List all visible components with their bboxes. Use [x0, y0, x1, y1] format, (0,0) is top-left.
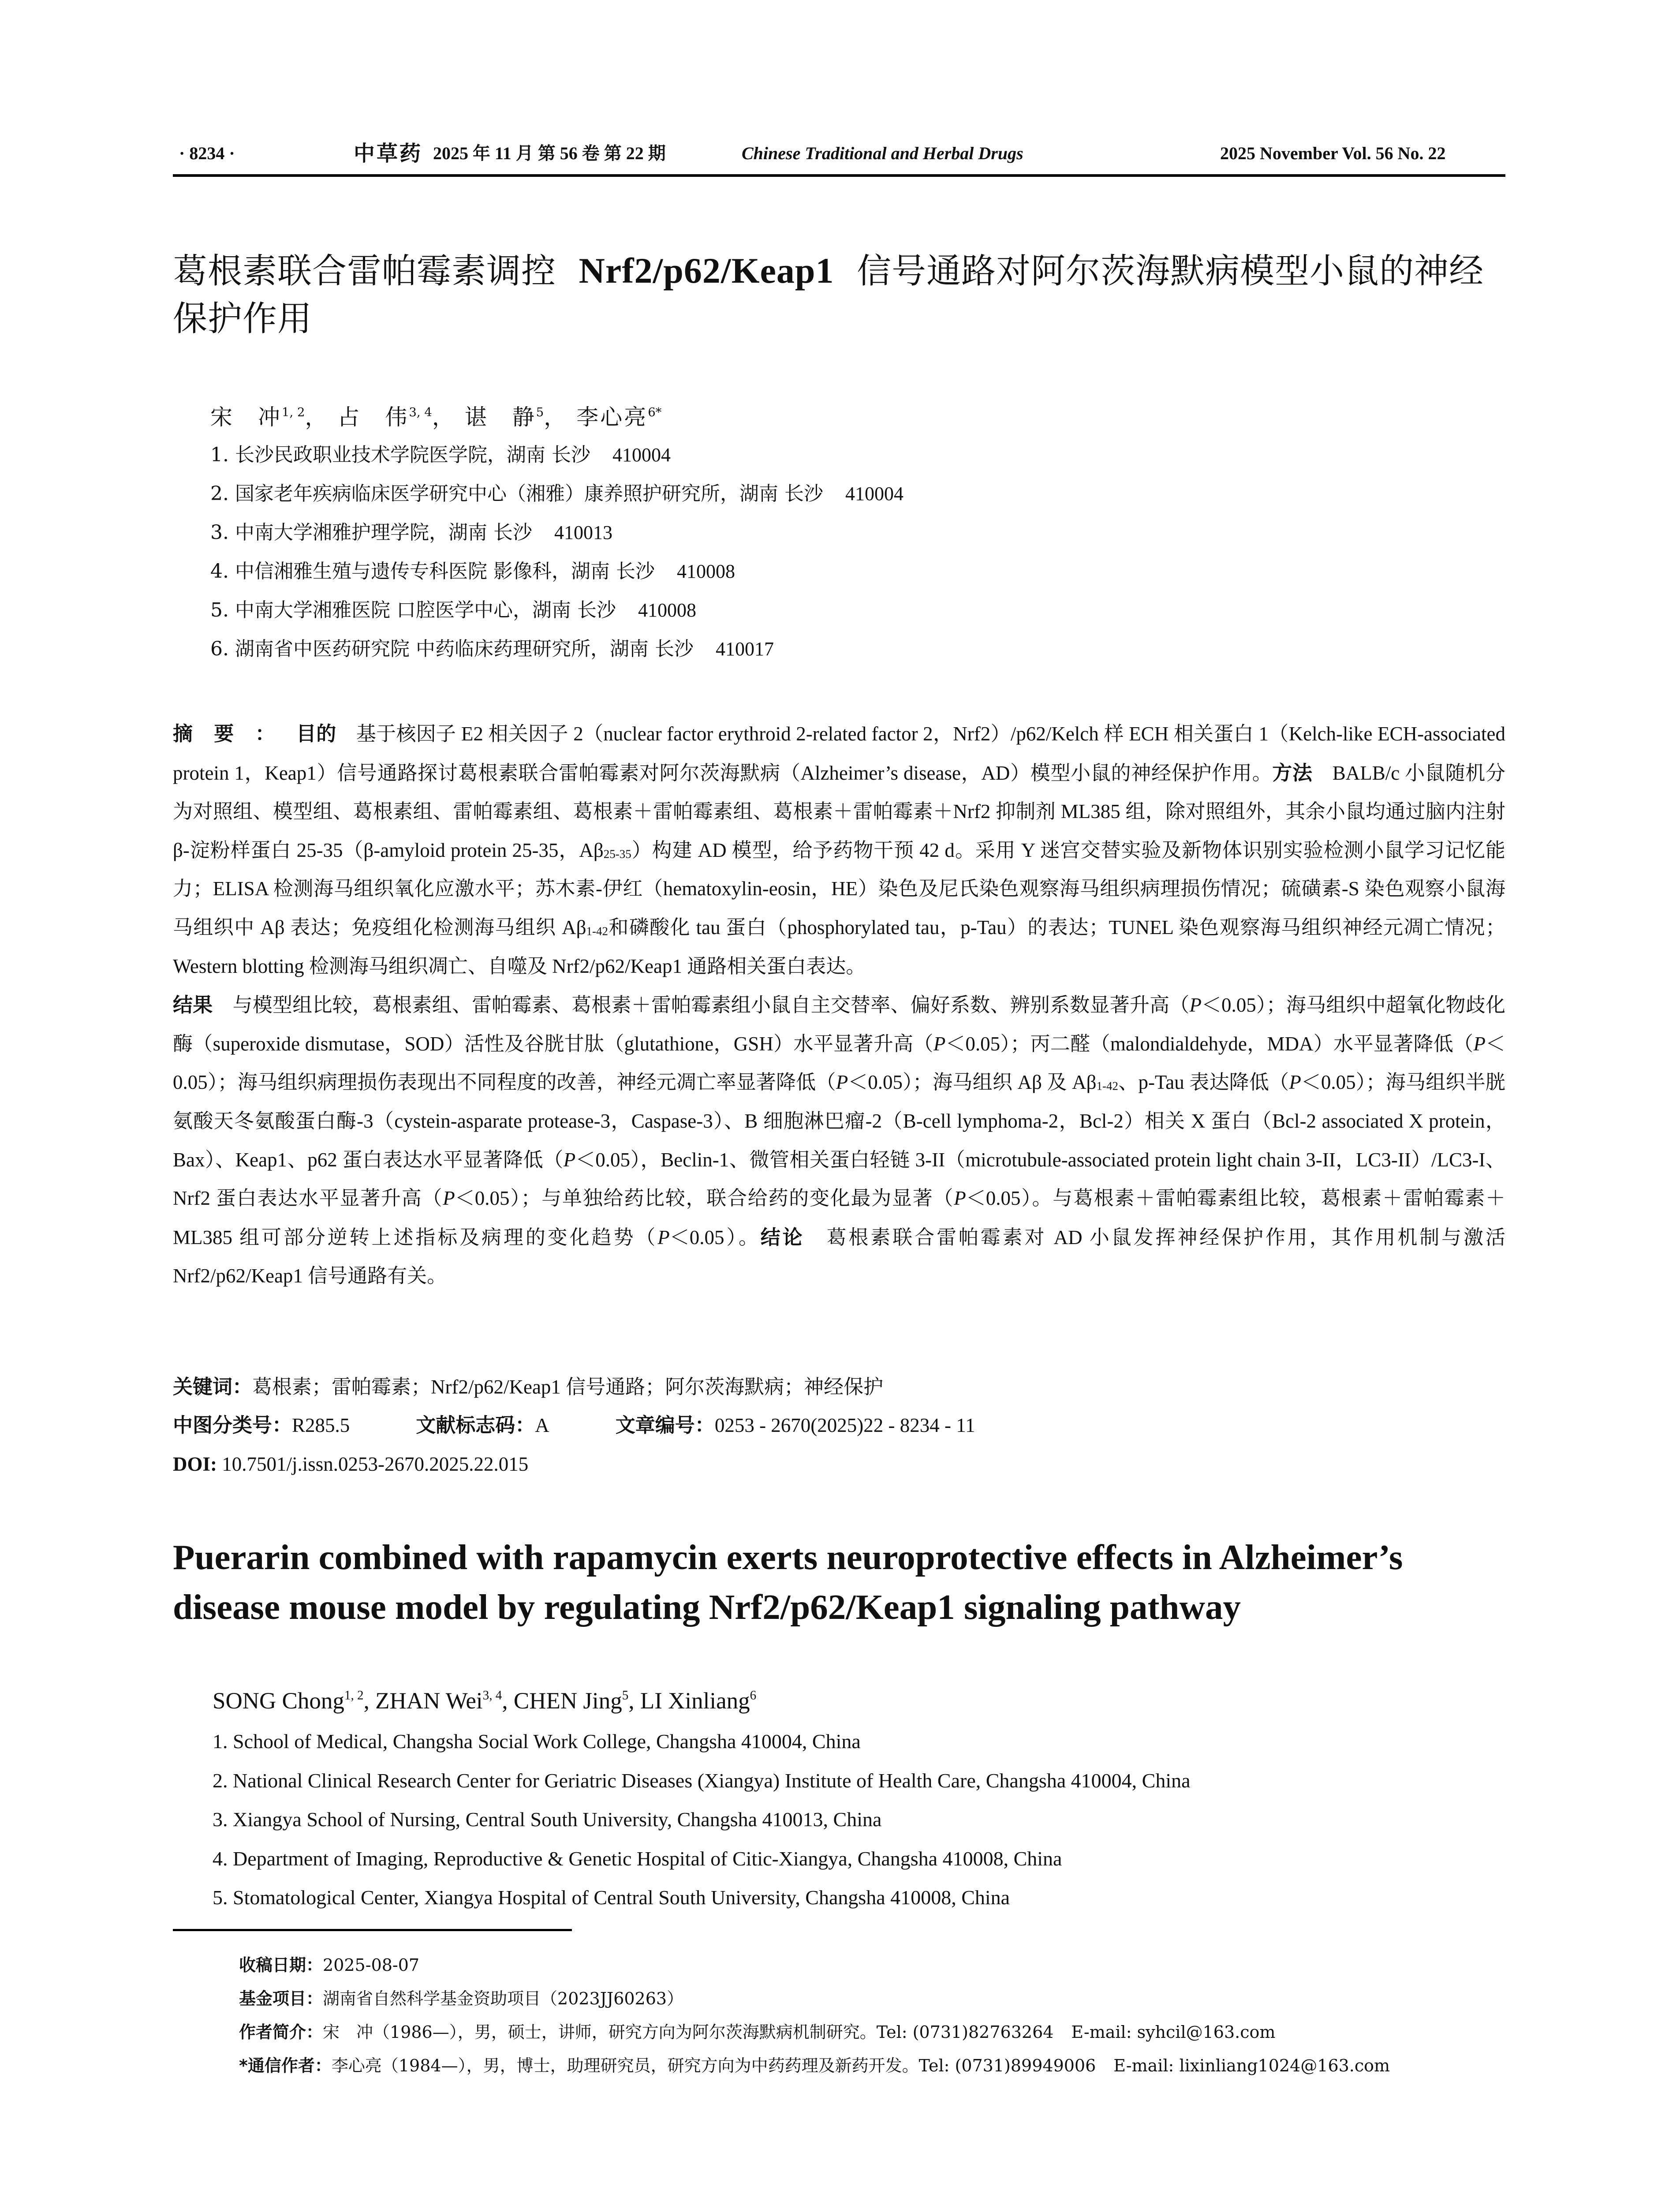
results-text-8: Beclin-1、微管相关蛋白轻链 3-II（microtubule-associated protein light chain 3-II，LC3-II）/LC3-I、Nrf2 蛋白表达水平显著升高（: [173, 1148, 1505, 1210]
received-date: 收稿日期：2025-08-07: [239, 1955, 420, 1975]
footnote-rule: [173, 1929, 572, 1931]
methods-subscript-2: 1-42: [586, 924, 608, 938]
methods-text-1: BALB/c 小鼠随机分为对照组、模型组、葛根素组、雷帕霉素组、葛根素＋雷帕霉素组、葛根素＋雷帕霉素＋Nrf2 抑制剂 ML385 组，除对照组外，其余小鼠均通过脑内注射 β-淀粉样蛋白 25-35（β-amyloid protein 25-35，Aβ: [173, 762, 1505, 861]
journal-name-en: Chinese Traditional and Herbal Drugs: [742, 143, 1023, 163]
author-en: SONG Chong$^{1, 2}$,: [213, 1688, 376, 1714]
title-cn-part2: Nrf2/p62/Keap1: [579, 250, 834, 291]
methods-text-3: 和磷酸化 tau 蛋白（phosphorylated tau，p-Tau）的表达；TUNEL 染色观察海马组织神经元凋亡情况；Western blotting 检测海马组织凋亡、自噬及 Nrf2/p62/Keap1 通路相关蛋白表达。: [173, 916, 1505, 977]
results-text-6: 、p-Tau 表达降低（: [1118, 1071, 1289, 1094]
issue-info-en: 2025 November Vol. 56 No. 22: [1220, 143, 1446, 163]
results-text-10: 与葛根素＋雷帕霉素组比较，葛根素＋雷帕霉素＋ML385 组可部分逆转上述指标及病理的变化趋势（: [173, 1187, 1505, 1248]
corresponding-author: *通信作者：李心亮（1984—），男，博士，助理研究员，研究方向为中药药理及新药开发。Tel: (0731)89949006 E-mail: lixinliang1024@163.com: [239, 2056, 1390, 2075]
author-cn: 谌 静$^5$: [464, 404, 544, 430]
keywords-cn: [173, 1374, 883, 1400]
author-en: CHEN Jing$^5$,: [513, 1688, 640, 1714]
abstract-label: 摘要：: [173, 722, 296, 745]
document-code: 文献标志码：A: [416, 1413, 549, 1437]
affiliation-cn: 6. 湖南省中医药研究院 中药临床药理研究所，湖南 长沙 410017: [210, 638, 774, 660]
affiliation-cn: 1. 长沙民政职业技术学院医学院，湖南 长沙 410004: [210, 444, 671, 466]
header-rule: [173, 174, 1505, 177]
objective-text: 基于核因子 E2 相关因子 2（nuclear factor erythroid 2-related factor 2，Nrf2）/p62/Kelch 样 ECH 相关蛋白 1（Kelch-like ECH-associated protein 1，Keap1）信号通路探讨葛根素联合雷帕霉素对阿尔茨海默病（Alzheimer’s disease，AD）模型小鼠的神经保护作用。: [173, 723, 1505, 784]
running-header: [173, 140, 1505, 167]
results-text-9: 与单独给药比较，联合给药的变化最为显著（: [541, 1187, 954, 1210]
affiliation-list-cn: [210, 436, 903, 669]
results-text-4: 海马组织病理损伤表现出不同程度的改善，神经元凋亡率显著降低（: [237, 1071, 836, 1094]
author-email[interactable]: E-mail: syhcil@163.com: [1071, 2022, 1276, 2042]
author-cn: 李心亮$^{6*}$: [576, 404, 662, 430]
results-text-3: 丙二醛（malondialdehyde，MDA）水平显著降低（: [1030, 1032, 1474, 1055]
doi-link[interactable]: 10.7501/j.issn.0253-2670.2025.22.015: [222, 1453, 529, 1475]
methods-text-2: ）构建 AD 模型，给予药物干预 42 d。采用 Y 迷宫交替实验及新物体识别实验检测小鼠学习记忆能力；ELISA 检测海马组织氧化应激水平；苏木素-伊红（hematoxylin-eosin，HE）染色及尼氏染色观察海马组织病理损伤情况；硫磺素-S 染色观察小鼠海马组织中 Aβ 表达；免疫组化检测海马组织 Aβ: [173, 839, 1505, 938]
author-list-cn: 宋 冲$^{1, 2}$， 占 伟$^{3, 4}$， 谌 静$^5$， 李心亮$^{6*}$: [210, 404, 662, 430]
results-subscript: 1-42: [1096, 1080, 1118, 1093]
affiliation-en: 4. Department of Imaging, Reproductive & Genetic Hospital of Citic-Xiangya, Changsha 410008, China: [213, 1847, 1062, 1870]
article-title-cn: [173, 247, 1505, 343]
objective-label: 目的: [296, 722, 336, 745]
conclusion-text: 葛根素联合雷帕霉素对 AD 小鼠发挥神经保护作用，其作用机制与激活 Nrf2/p62/Keap1 信号通路有关。: [173, 1226, 1505, 1287]
affiliation-en: 2. National Clinical Research Center for Geriatric Diseases (Xiangya) Institute of Health Care, Changsha 410004, China: [213, 1769, 1191, 1792]
results-text-7: 海马组织半胱氨酸天冬氨酸蛋白酶-3（cystein-asparate protease-3，Caspase-3）、B 细胞淋巴瘤-2（B-cell lymphoma-2，Bcl-2）相关 X 蛋白（Bcl-2 associated X protein，Bax）、Keap1、p62 蛋白表达水平显著降低（: [173, 1071, 1505, 1171]
fund-project: 基金项目：湖南省自然科学基金资助项目（2023JJ60263）: [239, 1989, 684, 2008]
affiliation-en: 1. School of Medical, Changsha Social Work College, Changsha 410004, China: [213, 1730, 861, 1753]
issue-info-cn: 2025 年 11 月 第 56 卷 第 22 期: [433, 143, 666, 163]
affiliation-cn: 5. 中南大学湘雅医院 口腔医学中心，湖南 长沙 410008: [210, 599, 696, 621]
page-number: · 8234 ·: [179, 143, 235, 163]
author-bio: 作者简介：宋 冲（1986—），男，硕士，讲师，研究方向为阿尔茨海默病机制研究。Tel: (0731)82763264 E-mail: syhcil@163.com: [239, 2022, 1276, 2042]
author-cn: 宋 冲$^{1, 2}$: [210, 404, 305, 430]
results-label: 结果: [173, 993, 213, 1017]
doi-label: DOI:: [173, 1453, 217, 1475]
conclusion-label: 结论: [760, 1225, 805, 1249]
affiliation-en: 5. Stomatological Center, Xiangya Hospital of Central South University, Changsha 410008, China: [213, 1886, 1010, 1909]
corresponding-email[interactable]: E-mail: lixinliang1024@163.com: [1113, 2056, 1390, 2075]
journal-logo-cn: 中草药: [354, 141, 423, 166]
keywords-value: 葛根素；雷帕霉素；Nrf2/p62/Keap1 信号通路；阿尔茨海默病；神经保护: [252, 1376, 884, 1398]
author-en: LI Xinliang$^6$: [640, 1688, 757, 1714]
results-text-5: 海马组织 Aβ 及 Aβ: [932, 1071, 1097, 1094]
journal-page: [173, 0, 1505, 2205]
results-text-1: 与模型组比较，葛根素组、雷帕霉素、葛根素＋雷帕霉素组小鼠自主交替率、偏好系数、辨别系数显著升高（: [232, 994, 1190, 1017]
affiliation-cn: 3. 中南大学湘雅护理学院，湖南 长沙 410013: [210, 521, 612, 544]
title-cn-part1: 葛根素联合雷帕霉素调控: [173, 251, 556, 291]
affiliation-en: 3. Xiangya School of Nursing, Central South University, Changsha 410013, China: [213, 1808, 882, 1831]
article-title-en: Puerarin combined with rapamycin exerts neuroprotective effects in Alzheimer’s disease mouse model by regulating Nrf2/p62/Keap1 signaling pathway: [173, 1537, 1403, 1627]
abstract-cn: 摘要：目的 基于核因子 E2 相关因子 2（nuclear factor erythroid 2-related factor 2，Nrf2）/p62/Kelch 样 ECH 相关蛋白 1（Kelch-like ECH-associated protein 1，Keap1）信号通路探讨葛根素联合雷帕霉素对阿尔茨海默病（Alzheimer’s disease，AD）模型小鼠的神经保护作用。方法 BALB/c 小鼠随机分为对照组、模型组、葛根素组、雷帕霉素组、葛根素＋雷帕霉素组、葛根素＋雷帕霉素＋Nrf2 抑制剂 ML385 组，除对照组外，其余小鼠均通过脑内注射 β-淀粉样蛋白 25-35（β-amyloid protein 25-35，$A\beta_{25-35}$）构建 AD 模型，给予药物干预 42 d。采用 Y 迷宫交替实验及新物体识别实验检测小鼠学习记忆能力；ELISA 检测海马组织氧化应激水平；苏木素-伊红（hematoxylin-eosin，HE）染色及尼氏染色观察海马组织病理损伤情况；硫磺素-S 染色观察小鼠海马组织中 Aβ 表达；免疫组化检测海马组织 $A\beta_{1-42}$和磷酸化 tau 蛋白（phosphorylated tau，p-Tau）的表达；TUNEL 染色观察海马组织神经元凋亡情况；Western blotting 检测海马组织凋亡、自噬及 Nrf2/p62/Keap1 通路相关蛋白表达。 结果 与模型组比较，葛根素组、雷帕霉素、葛根素＋雷帕霉素组小鼠自主交替率、偏好系数、辨别系数显著升高（P＜0.05）；海马组织中超氧化物歧化酶（superoxide dismutase，SOD）活性及谷胱甘肽（glutathione，GSH）水平显著升高（P＜0.05）；丙二醛（malondialdehyde，MDA）水平显著降低（P＜0.05）；海马组织病理损伤表现出不同程度的改善，神经元凋亡率显著降低（P＜0.05）；海马组织 Aβ 及 $A\beta_{1-42}$、p-Tau 表达降低（P＜0.05）；海马组织半胱氨酸天冬氨酸蛋白酶-3（cystein-asparate protease-3，Caspase-3）、B 细胞淋巴瘤-2（B-cell lymphoma-2，Bcl-2）相关 X 蛋白（Bcl-2 associated X protein，Bax）、Keap1、p62 蛋白表达水平显著降低（P＜0.05），Beclin-1、微管相关蛋白轻链 3-II（microtubule-associated protein light chain 3-II，LC3-II）/LC3-I、Nrf2 蛋白表达水平显著升高（P＜0.05）；与单独给药比较，联合给药的变化最为显著（P＜0.05）。与葛根素＋雷帕霉素组比较，葛根素＋雷帕霉素＋ML385 组可部分逆转上述指标及病理的变化趋势（P＜0.05）。结论 葛根素联合雷帕霉素对 AD 小鼠发挥神经保护作用，其作用机制与激活 Nrf2/p62/Keap1 信号通路有关。: [173, 722, 1505, 1287]
author-list-en: [213, 1680, 756, 1716]
affiliation-cn: 2. 国家老年疾病临床医学研究中心（湘雅）康养照护研究所，湖南 长沙 410004: [210, 482, 903, 505]
results-text-2: 海马组织中超氧化物歧化酶（superoxide dismutase，SOD）活性及谷胱甘肽（glutathione，GSH）水平显著升高（: [173, 994, 1505, 1055]
article-number: 文章编号：0253 - 2670(2025)22 - 8234 - 11: [615, 1413, 975, 1437]
keywords-label: 关键词：: [173, 1375, 253, 1398]
affiliation-cn: 4. 中信湘雅生殖与遗传专科医院 影像科，湖南 长沙 410008: [210, 560, 735, 583]
title-cn-part3: 信号通路对阿尔茨海默病模型小鼠的神经保护作用: [173, 251, 1484, 339]
classification-line: [173, 1412, 1042, 1439]
methods-subscript-1: 25-35: [603, 847, 631, 861]
footnotes: [239, 1948, 1390, 2082]
affiliation-list-en: [213, 1722, 1191, 1917]
author-en: ZHAN Wei$^{3, 4}$,: [375, 1688, 514, 1714]
methods-label: 方法: [1272, 761, 1313, 785]
clc-number: 中图分类号：R285.5: [173, 1413, 350, 1437]
doi-line: [173, 1451, 528, 1477]
author-cn: 占 伟$^{3, 4}$: [337, 404, 432, 430]
